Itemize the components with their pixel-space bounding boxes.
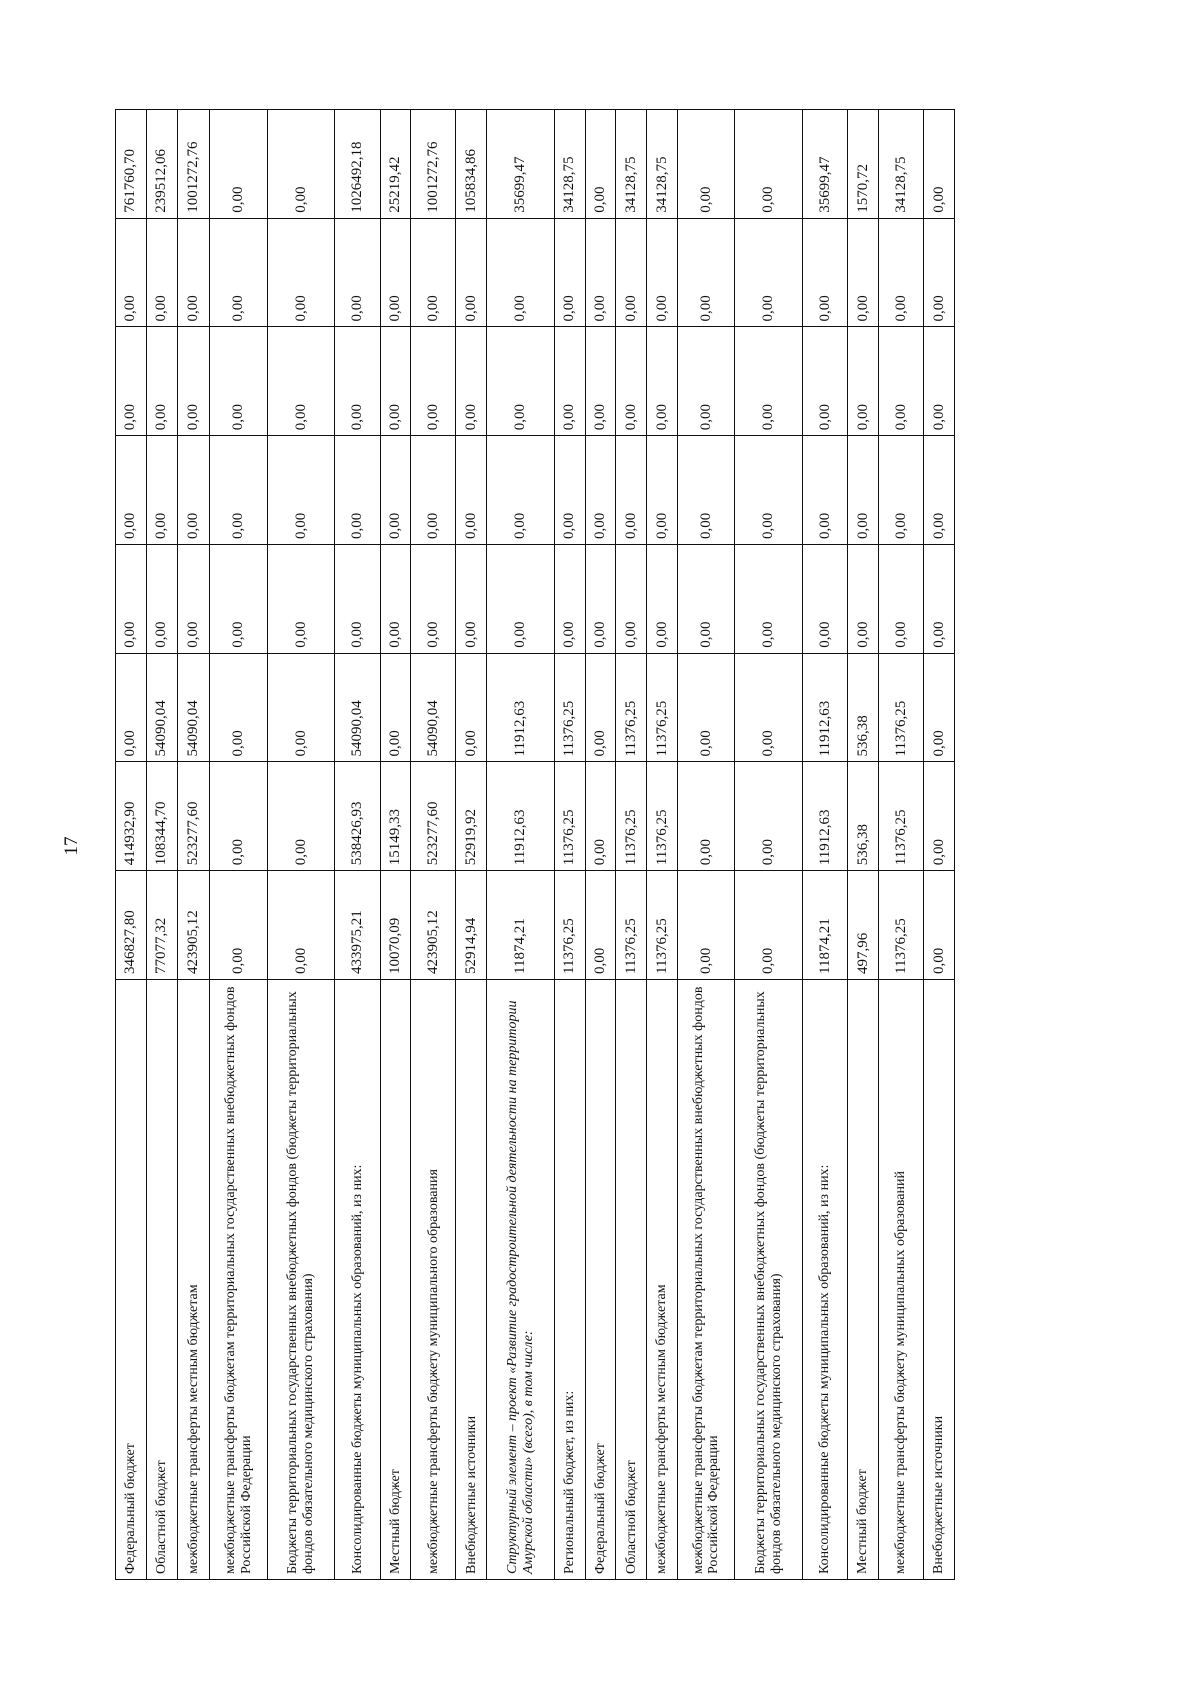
row-value: 0,00 [678,762,735,871]
row-value: 239512,06 [146,110,177,219]
table-row [116,110,147,1580]
row-value: 11874,21 [803,871,848,980]
row-value: 0,00 [554,327,585,436]
row-value: 11376,25 [647,653,678,762]
table-row [879,110,924,1580]
row-value: 108344,70 [146,762,177,871]
row-value: 11376,25 [879,871,924,980]
table-row [210,110,267,1580]
row-value: 11912,63 [487,653,555,762]
row-label: Консолидированные бюджеты муниципальных образований, из них: [335,980,380,1580]
row-value: 35699,47 [487,110,555,219]
row-value: 0,00 [616,436,647,545]
table-row [177,110,210,1580]
row-value: 0,00 [177,545,210,654]
row-label: межбюджетные трансферты местным бюджетам [647,980,678,1580]
row-value: 536,38 [848,762,879,871]
table-row [647,110,678,1580]
table-row [585,110,616,1580]
row-value: 0,00 [267,762,335,871]
row-value: 0,00 [879,327,924,436]
row-value: 0,00 [177,327,210,436]
row-label: Региональный бюджет, из них: [554,980,585,1580]
row-value: 0,00 [411,436,456,545]
row-value: 0,00 [585,653,616,762]
table-row [456,110,487,1580]
row-value: 54090,04 [411,653,456,762]
row-value: 0,00 [848,218,879,327]
row-value: 34128,75 [554,110,585,219]
row-value: 0,00 [554,545,585,654]
row-value: 11376,25 [554,762,585,871]
row-value: 54090,04 [335,653,380,762]
row-value: 0,00 [647,545,678,654]
row-value: 536,38 [848,653,879,762]
row-value: 0,00 [647,327,678,436]
row-value: 11376,25 [879,762,924,871]
table-row [678,110,735,1580]
page-number: 17 [61,836,82,856]
row-value: 0,00 [146,436,177,545]
row-value: 11376,25 [616,762,647,871]
row-label: Структурный элемент – проект «Развитие градостроительной деятельности на территории Амурской области» (всего), в том числе: [487,980,555,1580]
row-value: 0,00 [879,545,924,654]
row-value: 0,00 [380,653,411,762]
row-value: 0,00 [210,762,267,871]
row-value: 34128,75 [616,110,647,219]
row-value: 0,00 [803,545,848,654]
row-value: 0,00 [267,871,335,980]
row-value: 11376,25 [554,871,585,980]
row-value: 0,00 [456,436,487,545]
row-value: 0,00 [678,545,735,654]
row-value: 15149,33 [380,762,411,871]
row-value: 0,00 [116,327,147,436]
row-value: 0,00 [380,436,411,545]
row-value: 0,00 [267,653,335,762]
row-value: 0,00 [585,762,616,871]
table-row [380,110,411,1580]
row-value: 423905,12 [177,871,210,980]
row-value: 0,00 [116,218,147,327]
row-label: Федеральный бюджет [585,980,616,1580]
row-value: 0,00 [647,218,678,327]
table-row [487,110,555,1580]
row-value: 0,00 [335,218,380,327]
row-value: 497,96 [848,871,879,980]
budget-table [115,109,955,1580]
row-value: 0,00 [210,110,267,219]
table-row [554,110,585,1580]
row-value: 0,00 [803,327,848,436]
row-value: 423905,12 [411,871,456,980]
row-value: 0,00 [335,436,380,545]
row-value: 1001272,76 [411,110,456,219]
row-value: 0,00 [647,436,678,545]
row-value: 0,00 [267,327,335,436]
row-value: 0,00 [146,545,177,654]
row-value: 0,00 [616,327,647,436]
row-value: 11376,25 [647,871,678,980]
table-row [803,110,848,1580]
rotated-table-container [115,110,955,1580]
row-value: 0,00 [879,218,924,327]
row-value: 0,00 [267,110,335,219]
row-value: 523277,60 [411,762,456,871]
table-row [616,110,647,1580]
row-value: 0,00 [116,653,147,762]
row-value: 0,00 [735,762,803,871]
row-value: 0,00 [879,436,924,545]
row-value: 0,00 [924,871,955,980]
row-value: 1001272,76 [177,110,210,219]
row-label: Федеральный бюджет [116,980,147,1580]
row-label: Бюджеты территориальных государственных внебюджетных фондов (бюджеты территориальных фондов обязательного медицинского страхования) [735,980,803,1580]
table-row [267,110,335,1580]
row-value: 0,00 [210,327,267,436]
row-value: 0,00 [678,327,735,436]
row-value: 0,00 [616,218,647,327]
row-value: 0,00 [554,436,585,545]
row-value: 25219,42 [380,110,411,219]
row-value: 523277,60 [177,762,210,871]
row-value: 0,00 [487,436,555,545]
row-value: 0,00 [803,436,848,545]
row-value: 0,00 [735,110,803,219]
row-value: 538426,93 [335,762,380,871]
row-value: 0,00 [924,218,955,327]
row-value: 0,00 [678,871,735,980]
row-value: 0,00 [848,436,879,545]
row-value: 0,00 [735,436,803,545]
row-value: 0,00 [210,653,267,762]
row-value: 0,00 [678,218,735,327]
row-label: Консолидированные бюджеты муниципальных образований, из них: [803,980,848,1580]
row-value: 0,00 [210,545,267,654]
row-label: Местный бюджет [380,980,411,1580]
row-value: 0,00 [380,218,411,327]
row-value: 0,00 [456,218,487,327]
row-value: 0,00 [411,327,456,436]
row-value: 10070,09 [380,871,411,980]
row-value: 0,00 [116,545,147,654]
budget-table-body [116,110,955,1580]
row-value: 0,00 [210,218,267,327]
row-value: 0,00 [554,218,585,327]
row-value: 1570,72 [848,110,879,219]
row-value: 11376,25 [879,653,924,762]
row-value: 0,00 [177,436,210,545]
row-label: межбюджетные трансферты бюджету муниципальных образований [879,980,924,1580]
row-label: межбюджетные трансферты бюджетам территориальных государственных внебюджетных фондов Российской Федерации [678,980,735,1580]
row-value: 1026492,18 [335,110,380,219]
row-value: 0,00 [267,436,335,545]
row-value: 54090,04 [146,653,177,762]
table-row [335,110,380,1580]
row-value: 0,00 [116,436,147,545]
row-label: Внебюджетные источники [924,980,955,1580]
row-label: Областной бюджет [616,980,647,1580]
row-value: 11376,25 [616,653,647,762]
row-label: Внебюджетные источники [456,980,487,1580]
row-value: 0,00 [848,327,879,436]
row-value: 0,00 [146,218,177,327]
table-row [924,110,955,1580]
row-value: 0,00 [487,218,555,327]
row-value: 35699,47 [803,110,848,219]
table-row [411,110,456,1580]
row-label: межбюджетные трансферты бюджету муниципального образования [411,980,456,1580]
row-label: Областной бюджет [146,980,177,1580]
row-value: 0,00 [177,218,210,327]
row-value: 761760,70 [116,110,147,219]
row-value: 0,00 [411,218,456,327]
row-value: 0,00 [735,545,803,654]
row-value: 0,00 [585,545,616,654]
row-value: 0,00 [924,545,955,654]
row-value: 0,00 [487,327,555,436]
row-value: 0,00 [456,653,487,762]
table-row [848,110,879,1580]
row-value: 0,00 [585,871,616,980]
row-value: 11912,63 [803,762,848,871]
table-row [146,110,177,1580]
row-value: 414932,90 [116,762,147,871]
row-value: 0,00 [735,218,803,327]
row-value: 0,00 [210,871,267,980]
row-value: 34128,75 [879,110,924,219]
row-value: 0,00 [924,653,955,762]
row-value: 11912,63 [803,653,848,762]
row-value: 0,00 [616,545,647,654]
row-label: межбюджетные трансферты бюджетам территориальных государственных внебюджетных фондов Российской Федерации [210,980,267,1580]
row-value: 0,00 [380,327,411,436]
row-value: 0,00 [380,545,411,654]
row-value: 0,00 [678,110,735,219]
row-value: 433975,21 [335,871,380,980]
row-label: Местный бюджет [848,980,879,1580]
row-value: 0,00 [267,218,335,327]
row-value: 0,00 [456,327,487,436]
row-value: 11912,63 [487,762,555,871]
row-value: 105834,86 [456,110,487,219]
row-value: 0,00 [678,436,735,545]
row-value: 0,00 [146,327,177,436]
row-value: 0,00 [335,327,380,436]
row-value: 11874,21 [487,871,555,980]
row-value: 77077,32 [146,871,177,980]
row-value: 0,00 [924,327,955,436]
row-value: 0,00 [803,218,848,327]
row-label: Бюджеты территориальных государственных внебюджетных фондов (бюджеты территориальных фондов обязательного медицинского страхования) [267,980,335,1580]
row-label: межбюджетные трансферты местным бюджетам [177,980,210,1580]
row-value: 54090,04 [177,653,210,762]
row-value: 11376,25 [616,871,647,980]
row-value: 0,00 [335,545,380,654]
row-value: 0,00 [735,327,803,436]
row-value: 346827,80 [116,871,147,980]
row-value: 0,00 [411,545,456,654]
row-value: 0,00 [924,436,955,545]
row-value: 0,00 [487,545,555,654]
row-value: 0,00 [678,653,735,762]
row-value: 0,00 [735,871,803,980]
row-value: 0,00 [585,218,616,327]
row-value: 0,00 [585,436,616,545]
row-value: 0,00 [267,545,335,654]
row-value: 0,00 [210,436,267,545]
row-value: 11376,25 [554,653,585,762]
row-value: 0,00 [585,110,616,219]
row-value: 34128,75 [647,110,678,219]
row-value: 0,00 [924,110,955,219]
table-row [735,110,803,1580]
row-value: 0,00 [456,545,487,654]
row-value: 52919,92 [456,762,487,871]
row-value: 11376,25 [647,762,678,871]
row-value: 0,00 [848,545,879,654]
row-value: 0,00 [735,653,803,762]
row-value: 52914,94 [456,871,487,980]
row-value: 0,00 [924,762,955,871]
row-value: 0,00 [585,327,616,436]
